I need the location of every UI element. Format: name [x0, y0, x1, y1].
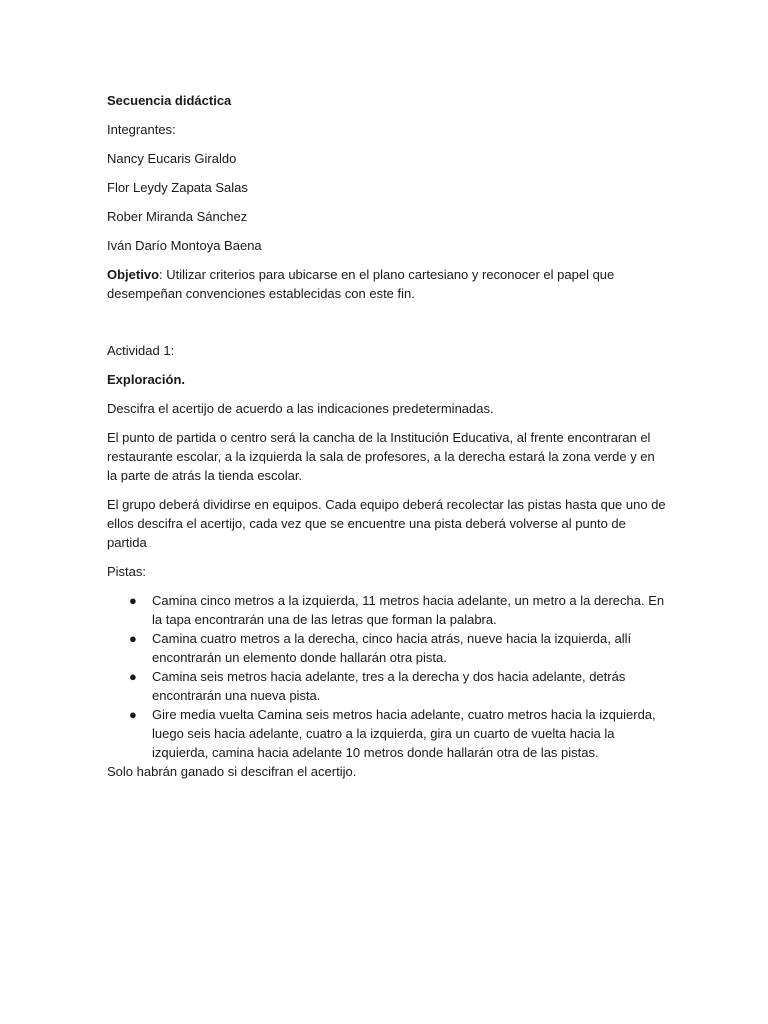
clues-list	[107, 591, 667, 762]
member-name: Nancy Eucaris Giraldo	[107, 151, 237, 166]
list-item	[107, 667, 667, 705]
bullet-icon: ●	[129, 707, 137, 722]
activity-label: Actividad 1:	[107, 343, 175, 358]
closing-line: Solo habrán ganado si descifran el acertijo.	[107, 764, 357, 779]
clue-text: Camina cuatro metros a la derecha, cinco hacia atrás, nueve hacia la izquierda, allí encontrarán un elemento donde hallarán otra pista.	[152, 631, 632, 665]
member-name: Iván Darío Montoya Baena	[107, 238, 262, 253]
list-item	[107, 629, 667, 667]
bullet-icon: ●	[129, 669, 137, 684]
list-item	[107, 705, 667, 762]
member-name: Rober Miranda Sánchez	[107, 209, 248, 224]
document-body	[107, 91, 667, 791]
body-paragraph: El grupo deberá dividirse en equipos. Cada equipo deberá recolectar las pistas hasta que uno de ellos descifra el acertijo, cada vez que se encuentre una pista deberá volverse al punto de partida	[107, 497, 666, 550]
clue-text: Gire media vuelta Camina seis metros hacia adelante, cuatro metros hacia la izquierda, luego seis hacia adelante, cuatro a la izquierda, gira un cuarto de vuelta hacia la izquierda, camina hacia adelante 10 metros donde hallarán otra de las pistas.	[152, 707, 656, 760]
member-name: Flor Leydy Zapata Salas	[107, 180, 248, 195]
members-label: Integrantes:	[107, 122, 176, 137]
body-paragraph: El punto de partida o centro será la cancha de la Institución Educativa, al frente encontraran el restaurante escolar, a la izquierda la sala de profesores, a la derecha estará la zona verde y en la parte de atrás la tienda escolar.	[107, 430, 655, 483]
clue-text: Camina cinco metros a la izquierda, 11 metros hacia adelante, un metro a la derecha. En la tapa encontrarán una de las letras que forman la palabra.	[152, 593, 665, 627]
objective-label: Objetivo	[107, 267, 160, 282]
document-title: Secuencia didáctica	[107, 93, 232, 108]
body-paragraph: Descifra el acertijo de acuerdo a las indicaciones predeterminadas.	[107, 401, 494, 416]
section-spacer	[107, 313, 667, 341]
bullet-icon: ●	[129, 593, 137, 608]
clues-label: Pistas:	[107, 564, 147, 579]
objective-paragraph	[107, 265, 667, 303]
bullet-icon: ●	[129, 631, 137, 646]
objective-text: : Utilizar criterios para ubicarse en el plano cartesiano y reconocer el papel que desempeñan convenciones establecidas con este fin.	[107, 267, 615, 301]
clue-text: Camina seis metros hacia adelante, tres a la derecha y dos hacia adelante, detrás encontrarán una nueva pista.	[152, 669, 626, 703]
list-item	[107, 591, 667, 629]
exploration-heading: Exploración.	[107, 372, 186, 387]
